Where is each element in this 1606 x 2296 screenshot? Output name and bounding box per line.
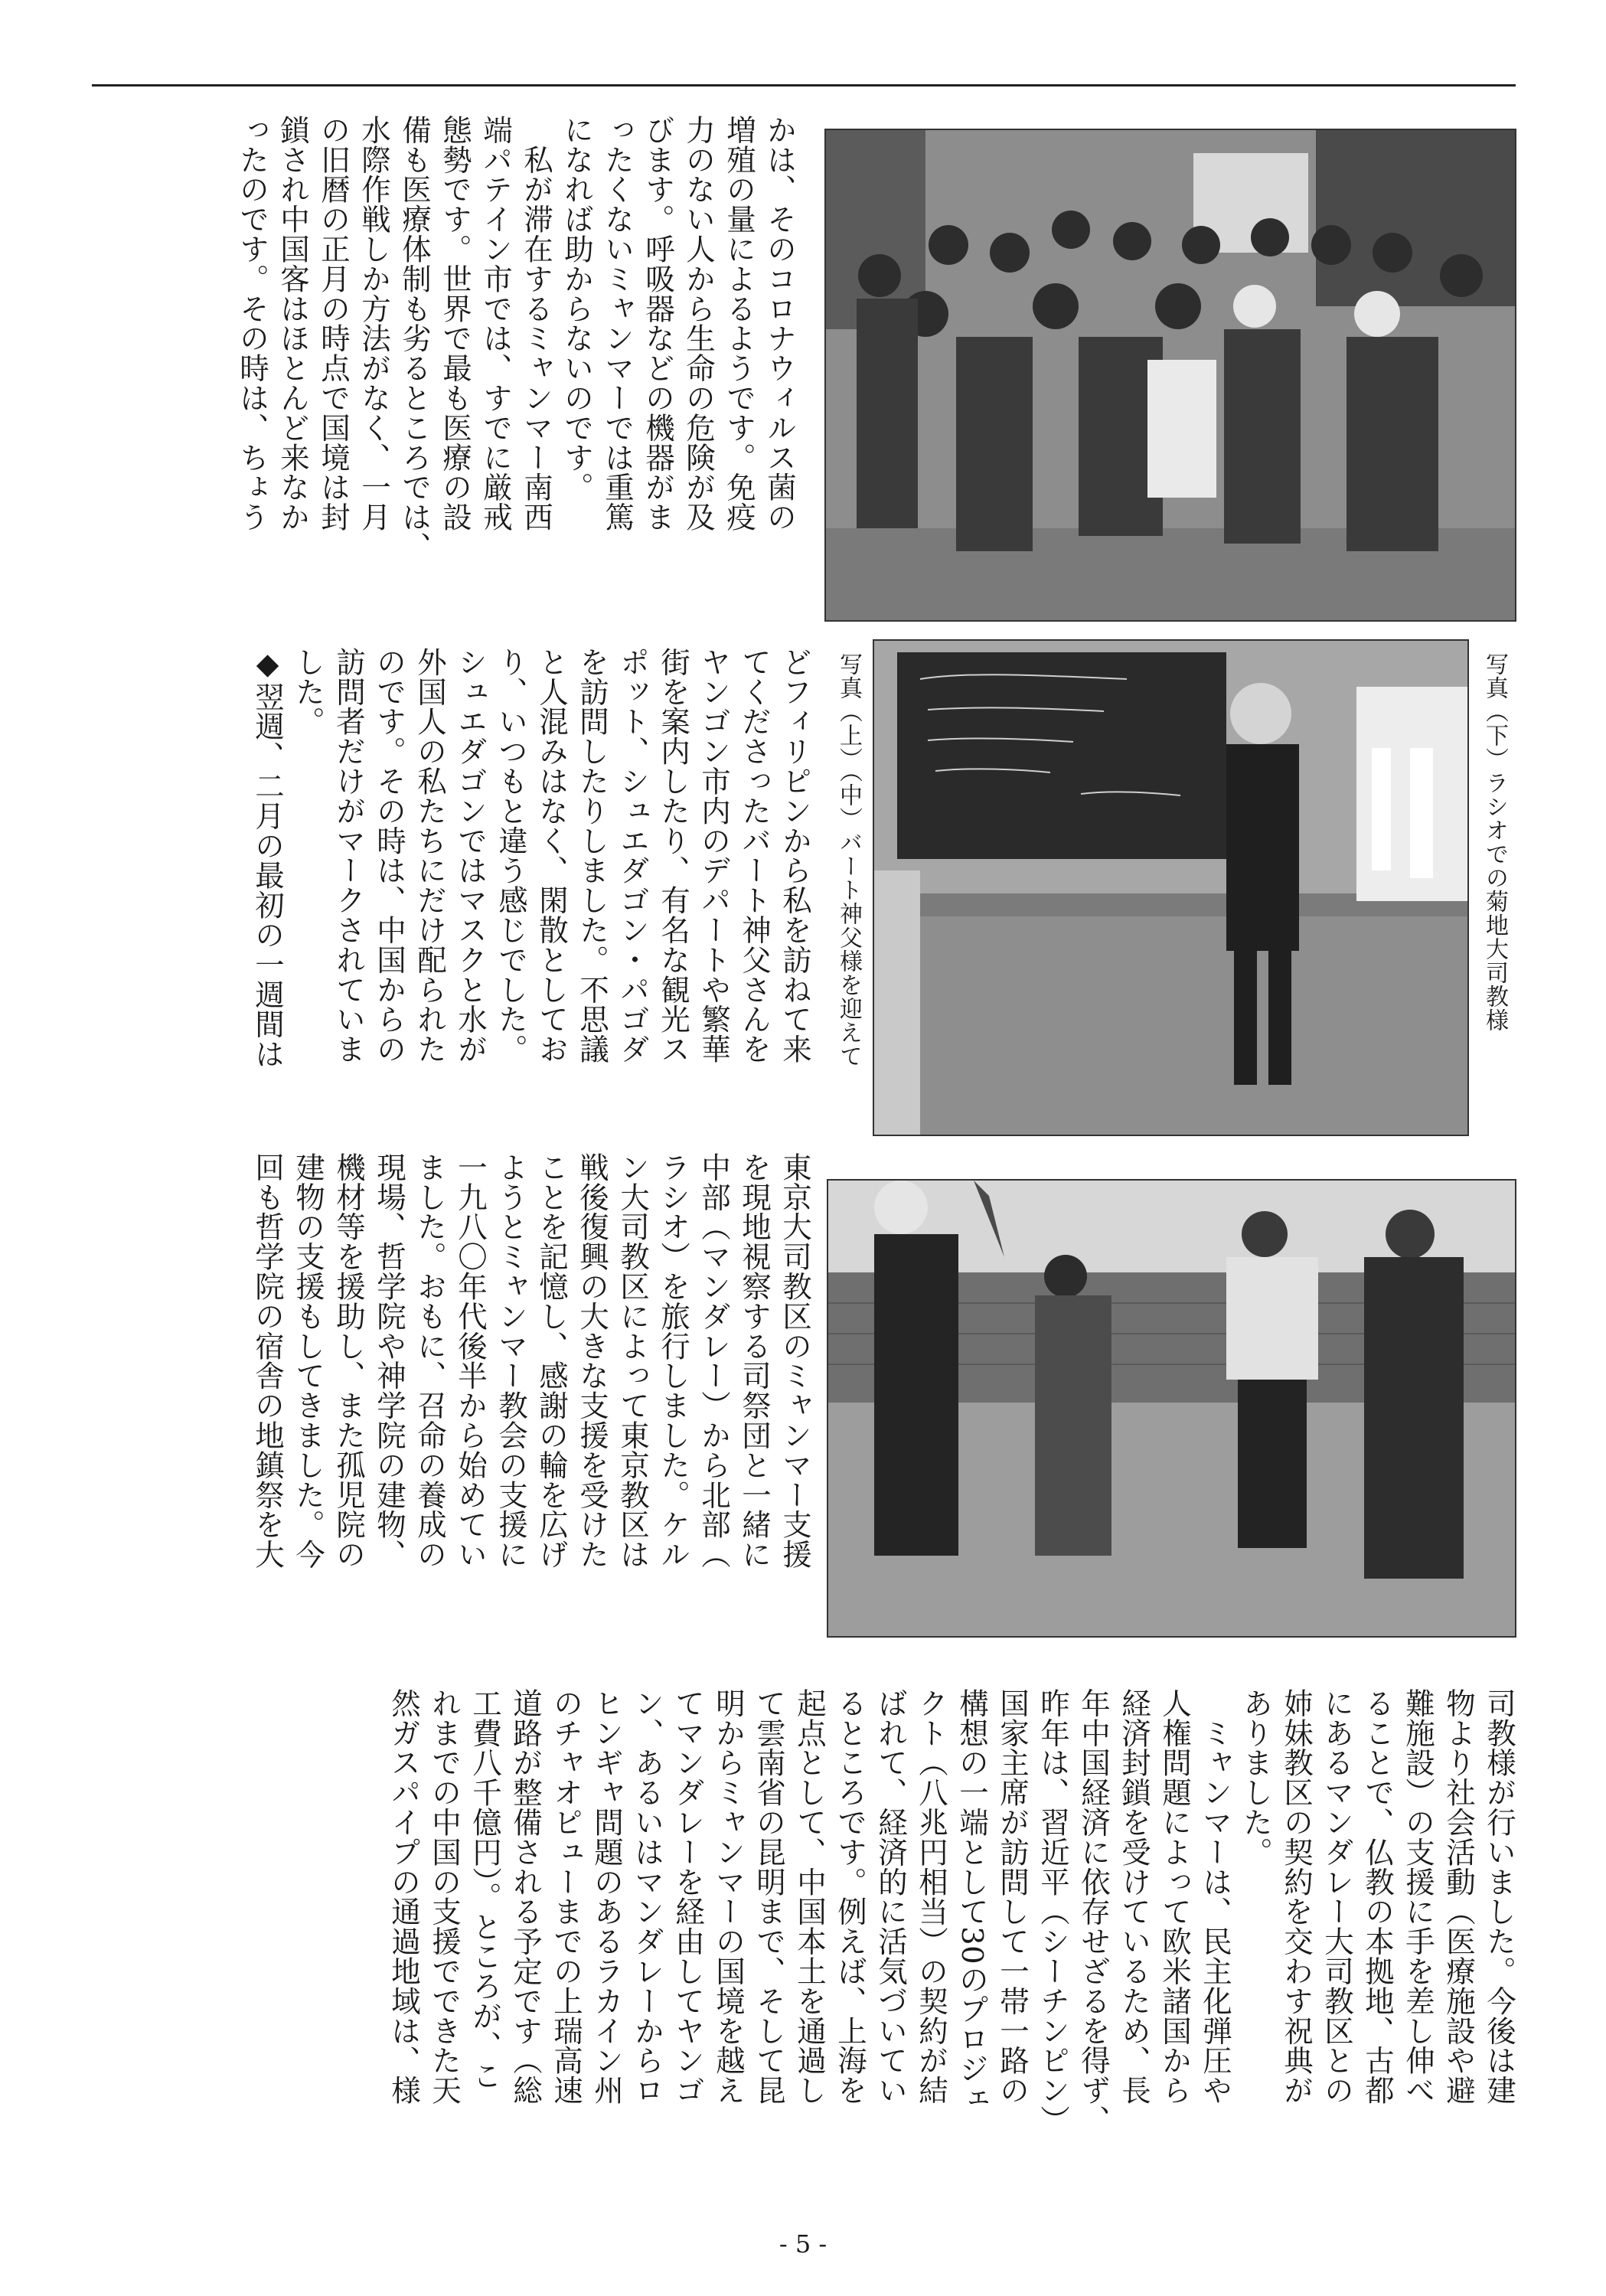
text-line: を訪問したりしました。不思議 <box>575 647 609 1064</box>
text-line: 回も哲学院の宿舎の地鎮祭を大 <box>250 1152 285 1569</box>
text-line: ありました。 <box>1239 1688 1273 1867</box>
text-line: ン大司教区によって東京教区は <box>615 1152 650 1569</box>
text-line: ばれて、経済的に活気づいてい <box>873 1688 908 2105</box>
photo-children-group <box>824 129 1516 622</box>
text-line: ったのです。その時は、ちょう <box>235 115 269 532</box>
page-number: - 5 - <box>779 2229 827 2258</box>
text-line: 司教様が行いました。今後は建 <box>1482 1688 1516 2105</box>
text-line: 物より社会活動（医療施設や避 <box>1441 1688 1476 2105</box>
text-line: ヒンギャ問題のあるラカイン州 <box>589 1688 624 2105</box>
text-line: クト（八兆円相当）の契約が結 <box>914 1688 948 2105</box>
text-line: ポット、シュエダゴン・パゴダ <box>615 647 650 1064</box>
text-line: 建物の支援もしてきました。今 <box>291 1152 325 1569</box>
text-line: 構想の一端として30のプロジェ <box>955 1688 989 2114</box>
text-line: 工費八千億円）。ところが、こ <box>468 1688 502 2091</box>
text-line: れまでの中国の支援でできた天 <box>427 1688 462 2105</box>
text-line: ようとミャンマー教会の支援に <box>494 1152 528 1569</box>
text-line: ◆翌週、二月の最初の一週間は <box>250 647 285 1070</box>
text-line: ことを記憶し、感謝の輪を広げ <box>534 1152 569 1569</box>
text-line: 然ガスパイプの通過地域は、様 <box>387 1688 421 2105</box>
text-line: 一九八〇年代後半から始めてい <box>453 1152 488 1569</box>
text-line: 昨年は、習近平（シーチンピン） <box>1036 1688 1070 2135</box>
text-line: シュエダゴンではマスクと水が <box>453 647 488 1064</box>
text-line: 明からミャンマーの国境を越え <box>711 1688 746 2105</box>
text-line: 戦後復興の大きな支援を受けた <box>575 1152 609 1569</box>
text-line: 年中国経済に依存せざるを得ず、 <box>1076 1688 1111 2135</box>
text-line: 力のない人から生命の危険が及 <box>681 115 716 532</box>
text-line: 機材等を援助し、また孤児院の <box>331 1152 366 1569</box>
text-line: 街を案内したり、有名な観光ス <box>656 647 690 1064</box>
text-line: 端パテイン市では、すでに厳戒 <box>478 115 513 532</box>
photo-caption-top-middle: 写真（上）（中）バート神父様を迎えて <box>835 652 862 1068</box>
text-line: ン、あるいはマンダレーからロ <box>630 1688 664 2105</box>
text-line: ったくないミャンマーでは重篤 <box>600 115 635 532</box>
text-line: びます。呼吸器などの機器がま <box>641 115 675 532</box>
text-line: 経済封鎖を受けているため、長 <box>1117 1688 1151 2105</box>
text-line: 道路が整備される予定です（総 <box>508 1688 543 2105</box>
text-line: 国家主席が訪問して一帯一路の <box>995 1688 1030 2105</box>
middle-text-column <box>96 647 815 1106</box>
text-line: るところです。例えば、上海を <box>833 1688 867 2105</box>
text-line: て雲南省の昆明まで、そして昆 <box>752 1688 786 2105</box>
text-line: 備も医療体制も劣るところでは、 <box>397 115 432 562</box>
text-line: り、いつもと違う感じでした。 <box>494 647 528 1064</box>
text-line: 鎖され中国客はほとんど来なか <box>276 115 310 532</box>
text-line: 中部（マンダレー）から北部（ <box>697 1152 731 1569</box>
text-line: の旧暦の正月の時点で国境は封 <box>316 115 351 532</box>
text-line: ラシオ）を旅行しました。ケル <box>656 1152 690 1569</box>
text-line: と人混みはなく、閑散としてお <box>534 647 569 1064</box>
text-line: 現場、哲学院や神学院の建物、 <box>372 1152 406 1569</box>
text-line: ました。おもに、召命の養成の <box>413 1152 447 1569</box>
text-line: 訪問者だけがマークされていま <box>331 647 366 1064</box>
text-line: 外国人の私たちにだけ配られた <box>413 647 447 1064</box>
top-text-column <box>96 115 800 582</box>
text-line: ヤンゴン市内のデパートや繁華 <box>697 647 731 1064</box>
text-line: 姉妹教区の契約を交わす祝典が <box>1279 1688 1314 2105</box>
text-line: ミャンマーは、民主化弾圧や <box>1198 1688 1232 2105</box>
text-line: にあるマンダレー大司教区との <box>1320 1688 1354 2105</box>
text-line: 起点として、中国本土を通過し <box>792 1688 827 2105</box>
text-line: 水際作戦しか方法がなく、一月 <box>357 115 391 532</box>
text-line: 私が滞在するミャンマー南西 <box>519 115 553 532</box>
text-line: どフィリピンから私を訪ねて来 <box>778 647 812 1064</box>
text-line: 人権問題によって欧米諸国から <box>1157 1688 1192 2105</box>
text-line: 難施設）の支援に手を差し伸べ <box>1401 1688 1435 2105</box>
text-line: を現地視察する司祭団と一緒に <box>737 1152 772 1569</box>
text-line: した。 <box>291 647 325 736</box>
bottom-text-column <box>96 1688 1519 2163</box>
header-rule <box>92 84 1516 87</box>
text-line: かは、そのコロナウィルス菌の <box>762 115 797 532</box>
text-line: になれば助からないのです。 <box>560 115 594 502</box>
photo-caption-bottom: 写真（下）ラシオでの菊地大司教様 <box>1481 652 1508 1032</box>
text-line: のチャオピューまでの上瑞高速 <box>549 1688 583 2105</box>
text-line: てマンダレーを経由してヤンゴ <box>671 1688 705 2105</box>
text-line: ることで、仏教の本拠地、古都 <box>1360 1688 1395 2105</box>
text-line: 東京大司教区のミャンマー支援 <box>778 1152 812 1569</box>
lower-text-column <box>96 1152 815 1619</box>
text-line: 増殖の量によるようです。免疫 <box>722 115 756 532</box>
photo-classroom-speaker <box>873 639 1469 1136</box>
text-line: 態勢です。世界で最も医療の設 <box>438 115 472 532</box>
photo-handshake-outdoors <box>827 1179 1516 1638</box>
text-line: のです。その時は、中国からの <box>372 647 406 1064</box>
text-line: てくださったバート神父さんを <box>737 647 772 1064</box>
